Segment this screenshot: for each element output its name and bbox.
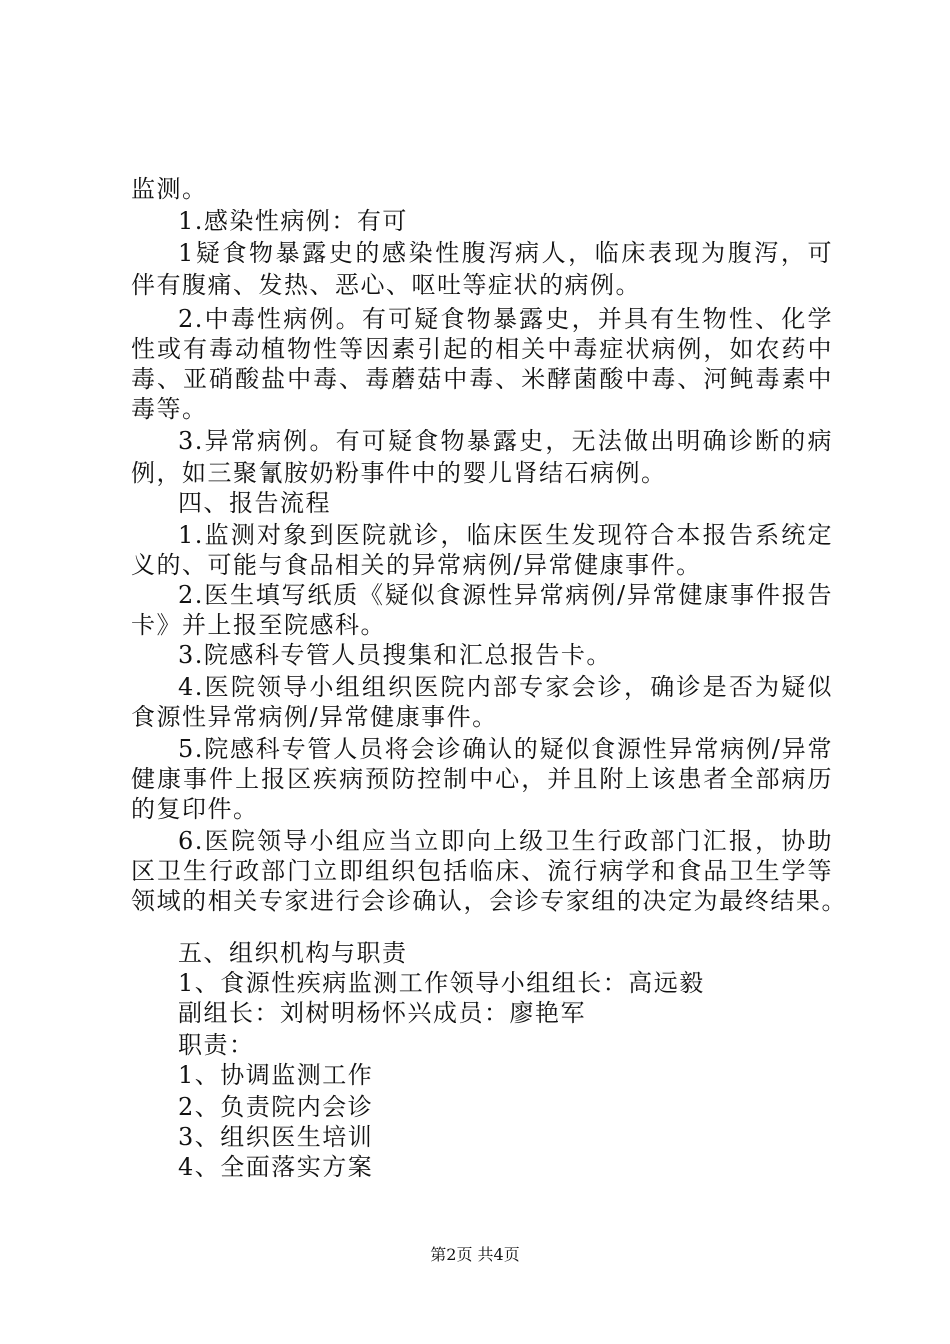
text-line: 领域的相关专家进行会诊确认，会诊专家组的决定为最终结果。 — [131, 887, 847, 915]
text-line: 毒等。 — [131, 395, 208, 423]
text-line: 的复印件。 — [131, 795, 259, 823]
text-line: 4.医院领导小组组织医院内部专家会诊，确诊是否为疑似 — [178, 673, 833, 701]
page-number: 第2页 共4页 — [430, 1245, 520, 1264]
text-line: 副组长：刘树明杨怀兴成员：廖艳军 — [178, 999, 586, 1027]
text-line: 性或有毒动植物性等因素引起的相关中毒症状病例，如农药中 — [131, 335, 833, 363]
text-line: 义的、可能与食品相关的异常病例/异常健康事件。 — [131, 551, 702, 579]
text-line: 例，如三聚氰胺奶粉事件中的婴儿肾结石病例。 — [131, 459, 667, 487]
text-line: 1.感染性病例：有可 — [178, 207, 408, 235]
section-heading: 四、报告流程 — [178, 489, 331, 517]
text-line: 6.医院领导小组应当立即向上级卫生行政部门汇报，协助 — [178, 827, 833, 855]
text-line: 1、食源性疾病监测工作领导小组组长：高远毅 — [178, 969, 705, 997]
list-item: 1、协调监测工作 — [178, 1061, 374, 1089]
list-item: 2、负责院内会诊 — [178, 1093, 374, 1121]
section-heading: 五、组织机构与职责 — [178, 939, 408, 967]
text-line: 3.院感科专管人员搜集和汇总报告卡。 — [178, 641, 612, 669]
text-line: 3.异常病例。有可疑食物暴露史，无法做出明确诊断的病 — [178, 427, 833, 455]
list-item: 3、组织医生培训 — [178, 1123, 374, 1151]
list-item: 4、全面落实方案 — [178, 1153, 374, 1181]
text-line: 职责： — [178, 1031, 255, 1059]
text-line: 伴有腹痛、发热、恶心、呕吐等症状的病例。 — [131, 271, 641, 299]
text-line: 毒、亚硝酸盐中毒、毒蘑菇中毒、米酵菌酸中毒、河鲀毒素中 — [131, 365, 833, 393]
text-line: 卡》并上报至院感科。 — [131, 611, 386, 639]
text-line: 区卫生行政部门立即组织包括临床、流行病学和食品卫生学等 — [131, 857, 833, 885]
text-line: 监测。 — [131, 175, 208, 203]
text-line: 食源性异常病例/异常健康事件。 — [131, 703, 498, 731]
text-line: 健康事件上报区疾病预防控制中心，并且附上该患者全部病历 — [131, 765, 833, 793]
text-line: 2.医生填写纸质《疑似食源性异常病例/异常健康事件报告 — [178, 581, 833, 609]
text-line: 1疑食物暴露史的感染性腹泻病人，临床表现为腹泻，可 — [178, 239, 833, 267]
text-line: 5.院感科专管人员将会诊确认的疑似食源性异常病例/异常 — [178, 735, 833, 763]
text-line: 2.中毒性病例。有可疑食物暴露史，并具有生物性、化学 — [178, 305, 833, 333]
text-line: 1.监测对象到医院就诊，临床医生发现符合本报告系统定 — [178, 521, 833, 549]
